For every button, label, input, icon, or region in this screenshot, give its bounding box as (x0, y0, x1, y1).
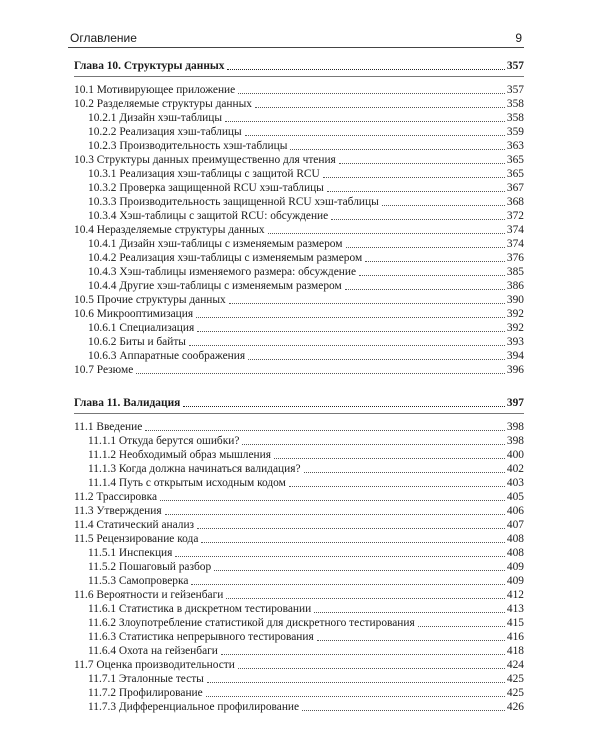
chapter-heading-page: 357 (506, 60, 524, 72)
toc-section (74, 503, 524, 517)
dot-leader (242, 444, 505, 445)
toc-section (74, 489, 524, 503)
toc-subsection-page: 398 (506, 435, 524, 447)
toc-subsection (74, 433, 524, 447)
dot-leader (245, 135, 505, 136)
toc-subsection-title: 10.3.4 Хэш-таблицы с защитой RCU: обсуждение (88, 210, 329, 222)
toc-subsection-title: 10.2.1 Дизайн хэш-таблицы (88, 112, 222, 124)
toc-subsection (74, 615, 524, 629)
toc-subsection-title: 11.7.1 Эталонные тесты (88, 673, 204, 685)
toc-subsection-page: 426 (506, 701, 524, 713)
toc-subsection-title: 10.6.1 Специализация (88, 322, 195, 334)
toc-subsection-page: 400 (506, 449, 524, 461)
toc-subsection-title: 10.3.2 Проверка защищенной RCU хэш-таблицы (88, 182, 324, 194)
dot-leader (165, 514, 505, 515)
dot-leader (274, 458, 505, 459)
toc-subsection-page: 408 (506, 547, 524, 559)
toc-section-title: 11.1 Введение (74, 421, 143, 433)
toc-subsection (74, 124, 524, 138)
toc-section-page: 424 (506, 659, 524, 671)
toc-section-title: 10.4 Неразделяемые структуры данных (74, 224, 265, 236)
toc-section-page: 406 (506, 505, 524, 517)
toc-subsection-page: 368 (506, 196, 524, 208)
dot-leader (346, 247, 505, 248)
toc-subsection (74, 264, 524, 278)
toc-section-page: 396 (506, 364, 524, 376)
toc-subsection (74, 461, 524, 475)
toc-subsection (74, 110, 524, 124)
toc-subsection (74, 447, 524, 461)
toc-section-page: 390 (506, 294, 524, 306)
dot-leader (183, 406, 505, 407)
toc-section (74, 222, 524, 236)
toc-section-title: 11.6 Вероятности и гейзенбаги (74, 589, 224, 601)
page-number: 9 (515, 31, 522, 45)
toc-subsection-page: 386 (506, 280, 524, 292)
dot-leader (323, 177, 505, 178)
toc-section-title: 10.1 Мотивирующее приложение (74, 84, 236, 96)
toc-subsection-page: 403 (506, 477, 524, 489)
toc-subsection (74, 629, 524, 643)
dot-leader (214, 570, 505, 571)
dot-leader (365, 261, 505, 262)
toc-subsection-page: 416 (506, 631, 524, 643)
toc-section-page: 408 (506, 533, 524, 545)
dot-leader (289, 486, 505, 487)
toc-section (74, 362, 524, 376)
dot-leader (314, 612, 505, 613)
dot-leader (382, 205, 505, 206)
toc-section-title: 10.3 Структуры данных преимущественно для чтения (74, 154, 336, 166)
chapter-heading-page: 397 (506, 397, 524, 409)
toc-subsection (74, 545, 524, 559)
dot-leader (221, 654, 505, 655)
toc-subsection-page: 367 (506, 182, 524, 194)
toc-section-title: 11.2 Трассировка (74, 491, 158, 503)
dot-leader (225, 121, 505, 122)
toc-section (74, 82, 524, 96)
toc-section (74, 96, 524, 110)
running-header-title: Оглавление (70, 31, 137, 45)
dot-leader (255, 107, 505, 108)
toc-section-title: 10.7 Резюме (74, 364, 134, 376)
toc-section-page: 357 (506, 84, 524, 96)
toc-subsection-page: 376 (506, 252, 524, 264)
dot-leader (339, 163, 505, 164)
toc-subsection-page: 418 (506, 645, 524, 657)
toc-chapter-11 (74, 394, 524, 713)
toc-section-page: 412 (506, 589, 524, 601)
toc-section-page: 398 (506, 421, 524, 433)
toc-subsection-title: 10.4.4 Другие хэш-таблицы с изменяемым размером (88, 280, 342, 292)
toc-subsection-page: 415 (506, 617, 524, 629)
toc-subsection-page: 365 (506, 168, 524, 180)
toc-subsection (74, 194, 524, 208)
toc-subsection-title: 11.5.2 Пошаговый разбор (88, 561, 212, 573)
toc-subsection (74, 559, 524, 573)
toc-subsection-page: 425 (506, 673, 524, 685)
toc-subsection (74, 699, 524, 713)
toc-subsection-page: 402 (506, 463, 524, 475)
toc-section (74, 587, 524, 601)
toc-subsection-page: 359 (506, 126, 524, 138)
dot-leader (201, 542, 505, 543)
dot-leader (227, 69, 504, 70)
dot-leader (226, 598, 505, 599)
toc-subsection (74, 236, 524, 250)
toc-section (74, 152, 524, 166)
chapter-heading-title: Глава 11. Валидация (74, 397, 181, 409)
dot-leader (327, 191, 505, 192)
toc-subsection (74, 475, 524, 489)
dot-leader (290, 149, 505, 150)
toc-subsection-title: 10.3.1 Реализация хэш-таблицы с защитой RCU (88, 168, 320, 180)
dot-leader (331, 219, 505, 220)
dot-leader (189, 345, 505, 346)
toc-subsection-page: 413 (506, 603, 524, 615)
toc-subsection (74, 180, 524, 194)
toc-section-title: 10.6 Микрооптимизация (74, 308, 194, 320)
toc-subsection-title: 10.6.2 Биты и байты (88, 336, 186, 348)
toc-subsection-title: 10.3.3 Производительность защищенной RCU хэш-таблицы (88, 196, 379, 208)
dot-leader (359, 275, 505, 276)
dot-leader (238, 93, 505, 94)
chapter-heading (74, 394, 524, 409)
toc-section-title: 11.3 Утверждения (74, 505, 162, 517)
toc-subsection-title: 11.1.3 Когда должна начинаться валидация? (88, 463, 301, 475)
toc-subsection-title: 11.6.4 Охота на гейзенбаги (88, 645, 218, 657)
dot-leader (345, 289, 505, 290)
toc-section (74, 531, 524, 545)
dot-leader (160, 500, 505, 501)
dot-leader (207, 682, 505, 683)
dot-leader (304, 472, 505, 473)
toc-subsection-page: 394 (506, 350, 524, 362)
toc-subsection (74, 601, 524, 615)
toc-subsection-title: 11.1.2 Необходимый образ мышления (88, 449, 271, 461)
toc-subsection-title: 11.5.3 Самопроверка (88, 575, 189, 587)
toc-subsection (74, 643, 524, 657)
toc-section (74, 657, 524, 671)
dot-leader (229, 303, 505, 304)
dot-leader (268, 233, 505, 234)
toc-section-page: 365 (506, 154, 524, 166)
toc-subsection-title: 10.2.3 Производительность хэш-таблицы (88, 140, 288, 152)
dot-leader (136, 373, 505, 374)
toc-subsection-page: 393 (506, 336, 524, 348)
toc-section (74, 306, 524, 320)
toc-subsection-title: 11.1.1 Откуда берутся ошибки? (88, 435, 240, 447)
toc-subsection-page: 425 (506, 687, 524, 699)
toc-subsection (74, 166, 524, 180)
toc-subsection (74, 278, 524, 292)
dot-leader (317, 640, 505, 641)
toc-subsection (74, 671, 524, 685)
toc-section-page: 358 (506, 98, 524, 110)
toc-subsection (74, 334, 524, 348)
toc-subsection-title: 11.6.1 Статистика в дискретном тестировании (88, 603, 312, 615)
dot-leader (248, 359, 505, 360)
toc-subsection (74, 320, 524, 334)
toc-section (74, 419, 524, 433)
chapter-rule (74, 76, 524, 77)
toc-subsection-title: 11.7.2 Профилирование (88, 687, 203, 699)
toc-section-page: 405 (506, 491, 524, 503)
toc-subsection-title: 11.6.3 Статистика непрерывного тестирования (88, 631, 314, 643)
toc-subsection-page: 385 (506, 266, 524, 278)
running-header (68, 31, 524, 48)
toc-subsection-page: 374 (506, 238, 524, 250)
toc-subsection-title: 11.1.4 Путь с открытым исходным кодом (88, 477, 286, 489)
toc-subsection-page: 392 (506, 322, 524, 334)
toc-chapter-10 (74, 57, 524, 376)
dot-leader (238, 668, 505, 669)
toc-section-title: 10.2 Разделяемые структуры данных (74, 98, 252, 110)
dot-leader (145, 430, 505, 431)
chapter-heading (74, 57, 524, 72)
toc-section-title: 11.4 Статический анализ (74, 519, 195, 531)
toc-subsection-title: 11.7.3 Дифференциальное профилирование (88, 701, 300, 713)
toc-subsection-title: 11.5.1 Инспекция (88, 547, 173, 559)
toc-section (74, 292, 524, 306)
toc-section-page: 407 (506, 519, 524, 531)
toc-subsection-title: 10.4.2 Реализация хэш-таблицы с изменяемым размером (88, 252, 363, 264)
toc-subsection-title: 10.4.1 Дизайн хэш-таблицы с изменяемым размером (88, 238, 343, 250)
chapter-heading-title: Глава 10. Структуры данных (74, 60, 225, 72)
toc-subsection-title: 10.2.2 Реализация хэш-таблицы (88, 126, 242, 138)
toc-subsection-page: 409 (506, 575, 524, 587)
toc-section-page: 374 (506, 224, 524, 236)
toc-section (74, 517, 524, 531)
toc-subsection (74, 573, 524, 587)
dot-leader (197, 331, 505, 332)
toc-subsection (74, 138, 524, 152)
toc-subsection-page: 372 (506, 210, 524, 222)
toc-subsection (74, 348, 524, 362)
toc-subsection (74, 685, 524, 699)
dot-leader (196, 317, 505, 318)
toc-subsection-title: 10.4.3 Хэш-таблицы изменяемого размера: обсуждение (88, 266, 357, 278)
dot-leader (302, 710, 505, 711)
toc-subsection-title: 11.6.2 Злоупотребление статистикой для дискретного тестирования (88, 617, 415, 629)
toc-subsection (74, 250, 524, 264)
toc-subsection (74, 208, 524, 222)
dot-leader (191, 584, 504, 585)
toc-section-title: 11.5 Рецензирование кода (74, 533, 199, 545)
toc-section-title: 10.5 Прочие структуры данных (74, 294, 226, 306)
toc-section-title: 11.7 Оценка производительности (74, 659, 235, 671)
dot-leader (418, 626, 505, 627)
toc-section-page: 392 (506, 308, 524, 320)
dot-leader (175, 556, 505, 557)
toc-subsection-title: 10.6.3 Аппаратные соображения (88, 350, 246, 362)
dot-leader (206, 696, 505, 697)
toc-subsection-page: 358 (506, 112, 524, 124)
chapter-rule (74, 413, 524, 414)
toc-subsection-page: 363 (506, 140, 524, 152)
toc-subsection-page: 409 (506, 561, 524, 573)
dot-leader (197, 528, 505, 529)
